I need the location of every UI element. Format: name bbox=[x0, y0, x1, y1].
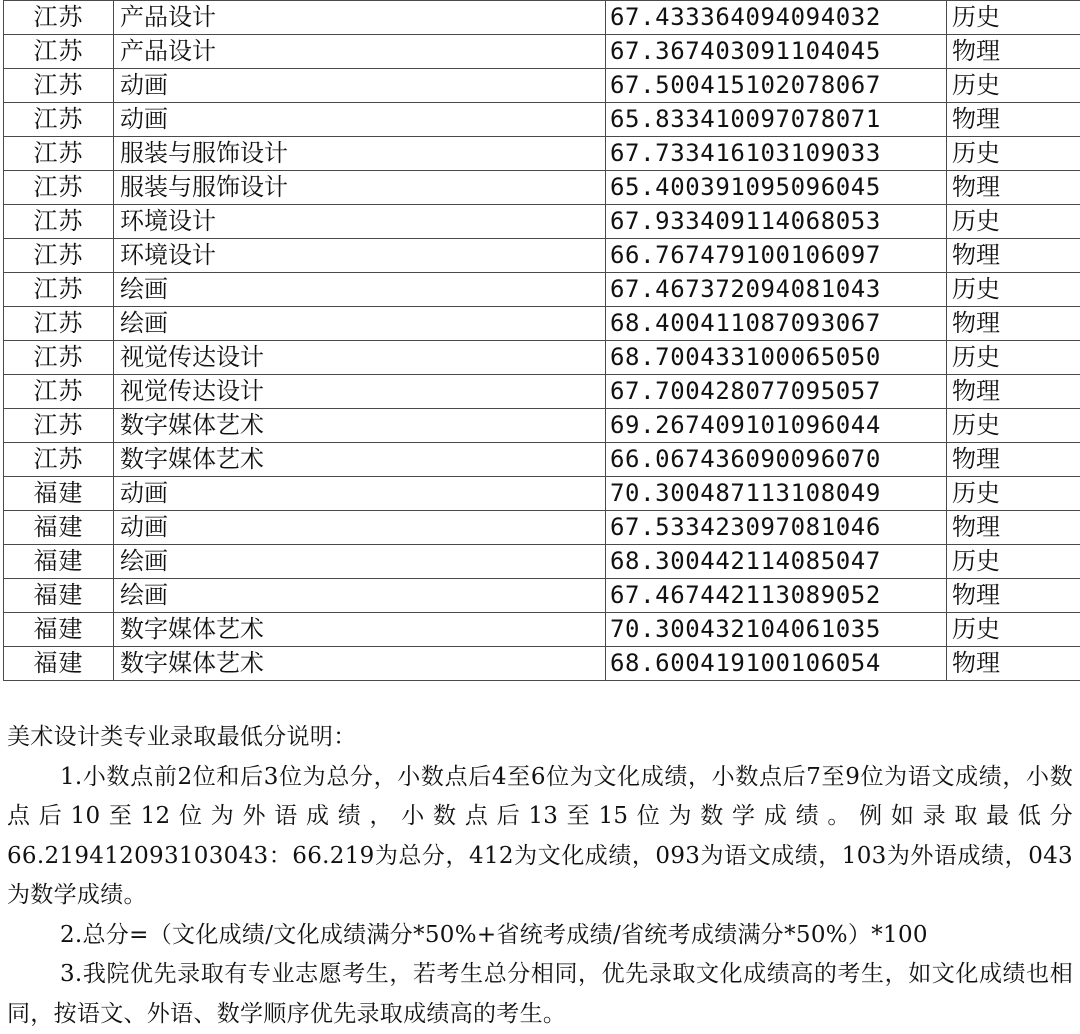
province-cell: 江苏 bbox=[4, 341, 114, 375]
min-score-cell: 70.300487113108049 bbox=[606, 477, 947, 511]
subject-cell: 物理 bbox=[947, 511, 1080, 545]
major-cell: 数字媒体艺术 bbox=[114, 647, 606, 681]
subject-cell: 历史 bbox=[947, 477, 1080, 511]
table-row bbox=[4, 103, 1080, 137]
major-cell: 绘画 bbox=[114, 545, 606, 579]
province-cell: 江苏 bbox=[4, 137, 114, 171]
min-score-cell: 67.933409114068053 bbox=[606, 205, 947, 239]
min-score-cell: 66.067436090096070 bbox=[606, 443, 947, 477]
province-cell: 江苏 bbox=[4, 375, 114, 409]
major-cell: 数字媒体艺术 bbox=[114, 443, 606, 477]
min-score-cell: 68.300442114085047 bbox=[606, 545, 947, 579]
admission-notes bbox=[7, 718, 1073, 1034]
min-score-cell: 67.733416103109033 bbox=[606, 137, 947, 171]
table-row bbox=[4, 307, 1080, 341]
table-row bbox=[4, 341, 1080, 375]
province-cell: 江苏 bbox=[4, 307, 114, 341]
min-score-cell: 66.767479100106097 bbox=[606, 239, 947, 273]
subject-cell: 物理 bbox=[947, 579, 1080, 613]
table-row bbox=[4, 137, 1080, 171]
major-cell: 绘画 bbox=[114, 579, 606, 613]
subject-cell: 物理 bbox=[947, 171, 1080, 205]
note-item-3: 3.我院优先录取有专业志愿考生，若考生总分相同，优先录取文化成绩高的考生，如文化成绩也相同，按语文、外语、数学顺序优先录取成绩高的考生。 bbox=[7, 955, 1073, 1034]
subject-cell: 物理 bbox=[947, 647, 1080, 681]
table-row bbox=[4, 443, 1080, 477]
table-row bbox=[4, 35, 1080, 69]
province-cell: 江苏 bbox=[4, 273, 114, 307]
min-score-cell: 67.500415102078067 bbox=[606, 69, 947, 103]
major-cell: 视觉传达设计 bbox=[114, 341, 606, 375]
province-cell: 江苏 bbox=[4, 35, 114, 69]
major-cell: 数字媒体艺术 bbox=[114, 613, 606, 647]
province-cell: 福建 bbox=[4, 477, 114, 511]
major-cell: 视觉传达设计 bbox=[114, 375, 606, 409]
province-cell: 福建 bbox=[4, 511, 114, 545]
subject-cell: 历史 bbox=[947, 409, 1080, 443]
subject-cell: 物理 bbox=[947, 239, 1080, 273]
min-score-cell: 65.400391095096045 bbox=[606, 171, 947, 205]
major-cell: 动画 bbox=[114, 477, 606, 511]
subject-cell: 物理 bbox=[947, 375, 1080, 409]
table-row bbox=[4, 545, 1080, 579]
min-score-cell: 67.367403091104045 bbox=[606, 35, 947, 69]
table-row bbox=[4, 171, 1080, 205]
note-item-2: 2.总分=（文化成绩/文化成绩满分*50%+省统考成绩/省统考成绩满分*50%）*100 bbox=[7, 916, 1073, 956]
province-cell: 江苏 bbox=[4, 1, 114, 35]
subject-cell: 历史 bbox=[947, 273, 1080, 307]
table-row bbox=[4, 511, 1080, 545]
min-score-cell: 68.600419100106054 bbox=[606, 647, 947, 681]
province-cell: 江苏 bbox=[4, 69, 114, 103]
min-score-cell: 67.533423097081046 bbox=[606, 511, 947, 545]
table-row bbox=[4, 239, 1080, 273]
min-score-cell: 70.300432104061035 bbox=[606, 613, 947, 647]
province-cell: 江苏 bbox=[4, 205, 114, 239]
major-cell: 绘画 bbox=[114, 307, 606, 341]
subject-cell: 历史 bbox=[947, 341, 1080, 375]
subject-cell: 历史 bbox=[947, 1, 1080, 35]
major-cell: 服装与服饰设计 bbox=[114, 171, 606, 205]
province-cell: 福建 bbox=[4, 579, 114, 613]
table-row bbox=[4, 69, 1080, 103]
table-row bbox=[4, 375, 1080, 409]
min-score-cell: 65.833410097078071 bbox=[606, 103, 947, 137]
subject-cell: 物理 bbox=[947, 443, 1080, 477]
subject-cell: 物理 bbox=[947, 307, 1080, 341]
province-cell: 福建 bbox=[4, 647, 114, 681]
major-cell: 产品设计 bbox=[114, 35, 606, 69]
subject-cell: 历史 bbox=[947, 205, 1080, 239]
major-cell: 产品设计 bbox=[114, 1, 606, 35]
table-row bbox=[4, 477, 1080, 511]
min-score-cell: 68.400411087093067 bbox=[606, 307, 947, 341]
major-cell: 环境设计 bbox=[114, 205, 606, 239]
table-row bbox=[4, 1, 1080, 35]
table-row bbox=[4, 205, 1080, 239]
major-cell: 数字媒体艺术 bbox=[114, 409, 606, 443]
notes-title: 美术设计类专业录取最低分说明： bbox=[7, 718, 1073, 758]
major-cell: 动画 bbox=[114, 69, 606, 103]
province-cell: 福建 bbox=[4, 545, 114, 579]
admission-score-table bbox=[3, 0, 1080, 681]
subject-cell: 历史 bbox=[947, 69, 1080, 103]
table-row bbox=[4, 409, 1080, 443]
province-cell: 江苏 bbox=[4, 239, 114, 273]
province-cell: 江苏 bbox=[4, 409, 114, 443]
major-cell: 服装与服饰设计 bbox=[114, 137, 606, 171]
min-score-cell: 69.267409101096044 bbox=[606, 409, 947, 443]
province-cell: 江苏 bbox=[4, 171, 114, 205]
subject-cell: 物理 bbox=[947, 35, 1080, 69]
table-row bbox=[4, 613, 1080, 647]
province-cell: 福建 bbox=[4, 613, 114, 647]
note-item-1: 1.小数点前2位和后3位为总分，小数点后4至6位为文化成绩，小数点后7至9位为语文成绩，小数点后10至12位为外语成绩，小数点后13至15位为数学成绩。例如录取最低分66.219412093103043：66.219为总分，412为文化成绩，093为语文成绩，103为外语成绩，043为数学成绩。 bbox=[7, 758, 1073, 916]
min-score-cell: 67.467372094081043 bbox=[606, 273, 947, 307]
subject-cell: 物理 bbox=[947, 103, 1080, 137]
major-cell: 环境设计 bbox=[114, 239, 606, 273]
min-score-cell: 67.700428077095057 bbox=[606, 375, 947, 409]
province-cell: 江苏 bbox=[4, 103, 114, 137]
subject-cell: 历史 bbox=[947, 545, 1080, 579]
table-row bbox=[4, 647, 1080, 681]
table-row bbox=[4, 273, 1080, 307]
min-score-cell: 67.467442113089052 bbox=[606, 579, 947, 613]
major-cell: 动画 bbox=[114, 103, 606, 137]
province-cell: 江苏 bbox=[4, 443, 114, 477]
subject-cell: 历史 bbox=[947, 613, 1080, 647]
major-cell: 动画 bbox=[114, 511, 606, 545]
major-cell: 绘画 bbox=[114, 273, 606, 307]
min-score-cell: 67.433364094094032 bbox=[606, 1, 947, 35]
subject-cell: 历史 bbox=[947, 137, 1080, 171]
table-row bbox=[4, 579, 1080, 613]
score-table-body bbox=[4, 1, 1080, 681]
min-score-cell: 68.700433100065050 bbox=[606, 341, 947, 375]
